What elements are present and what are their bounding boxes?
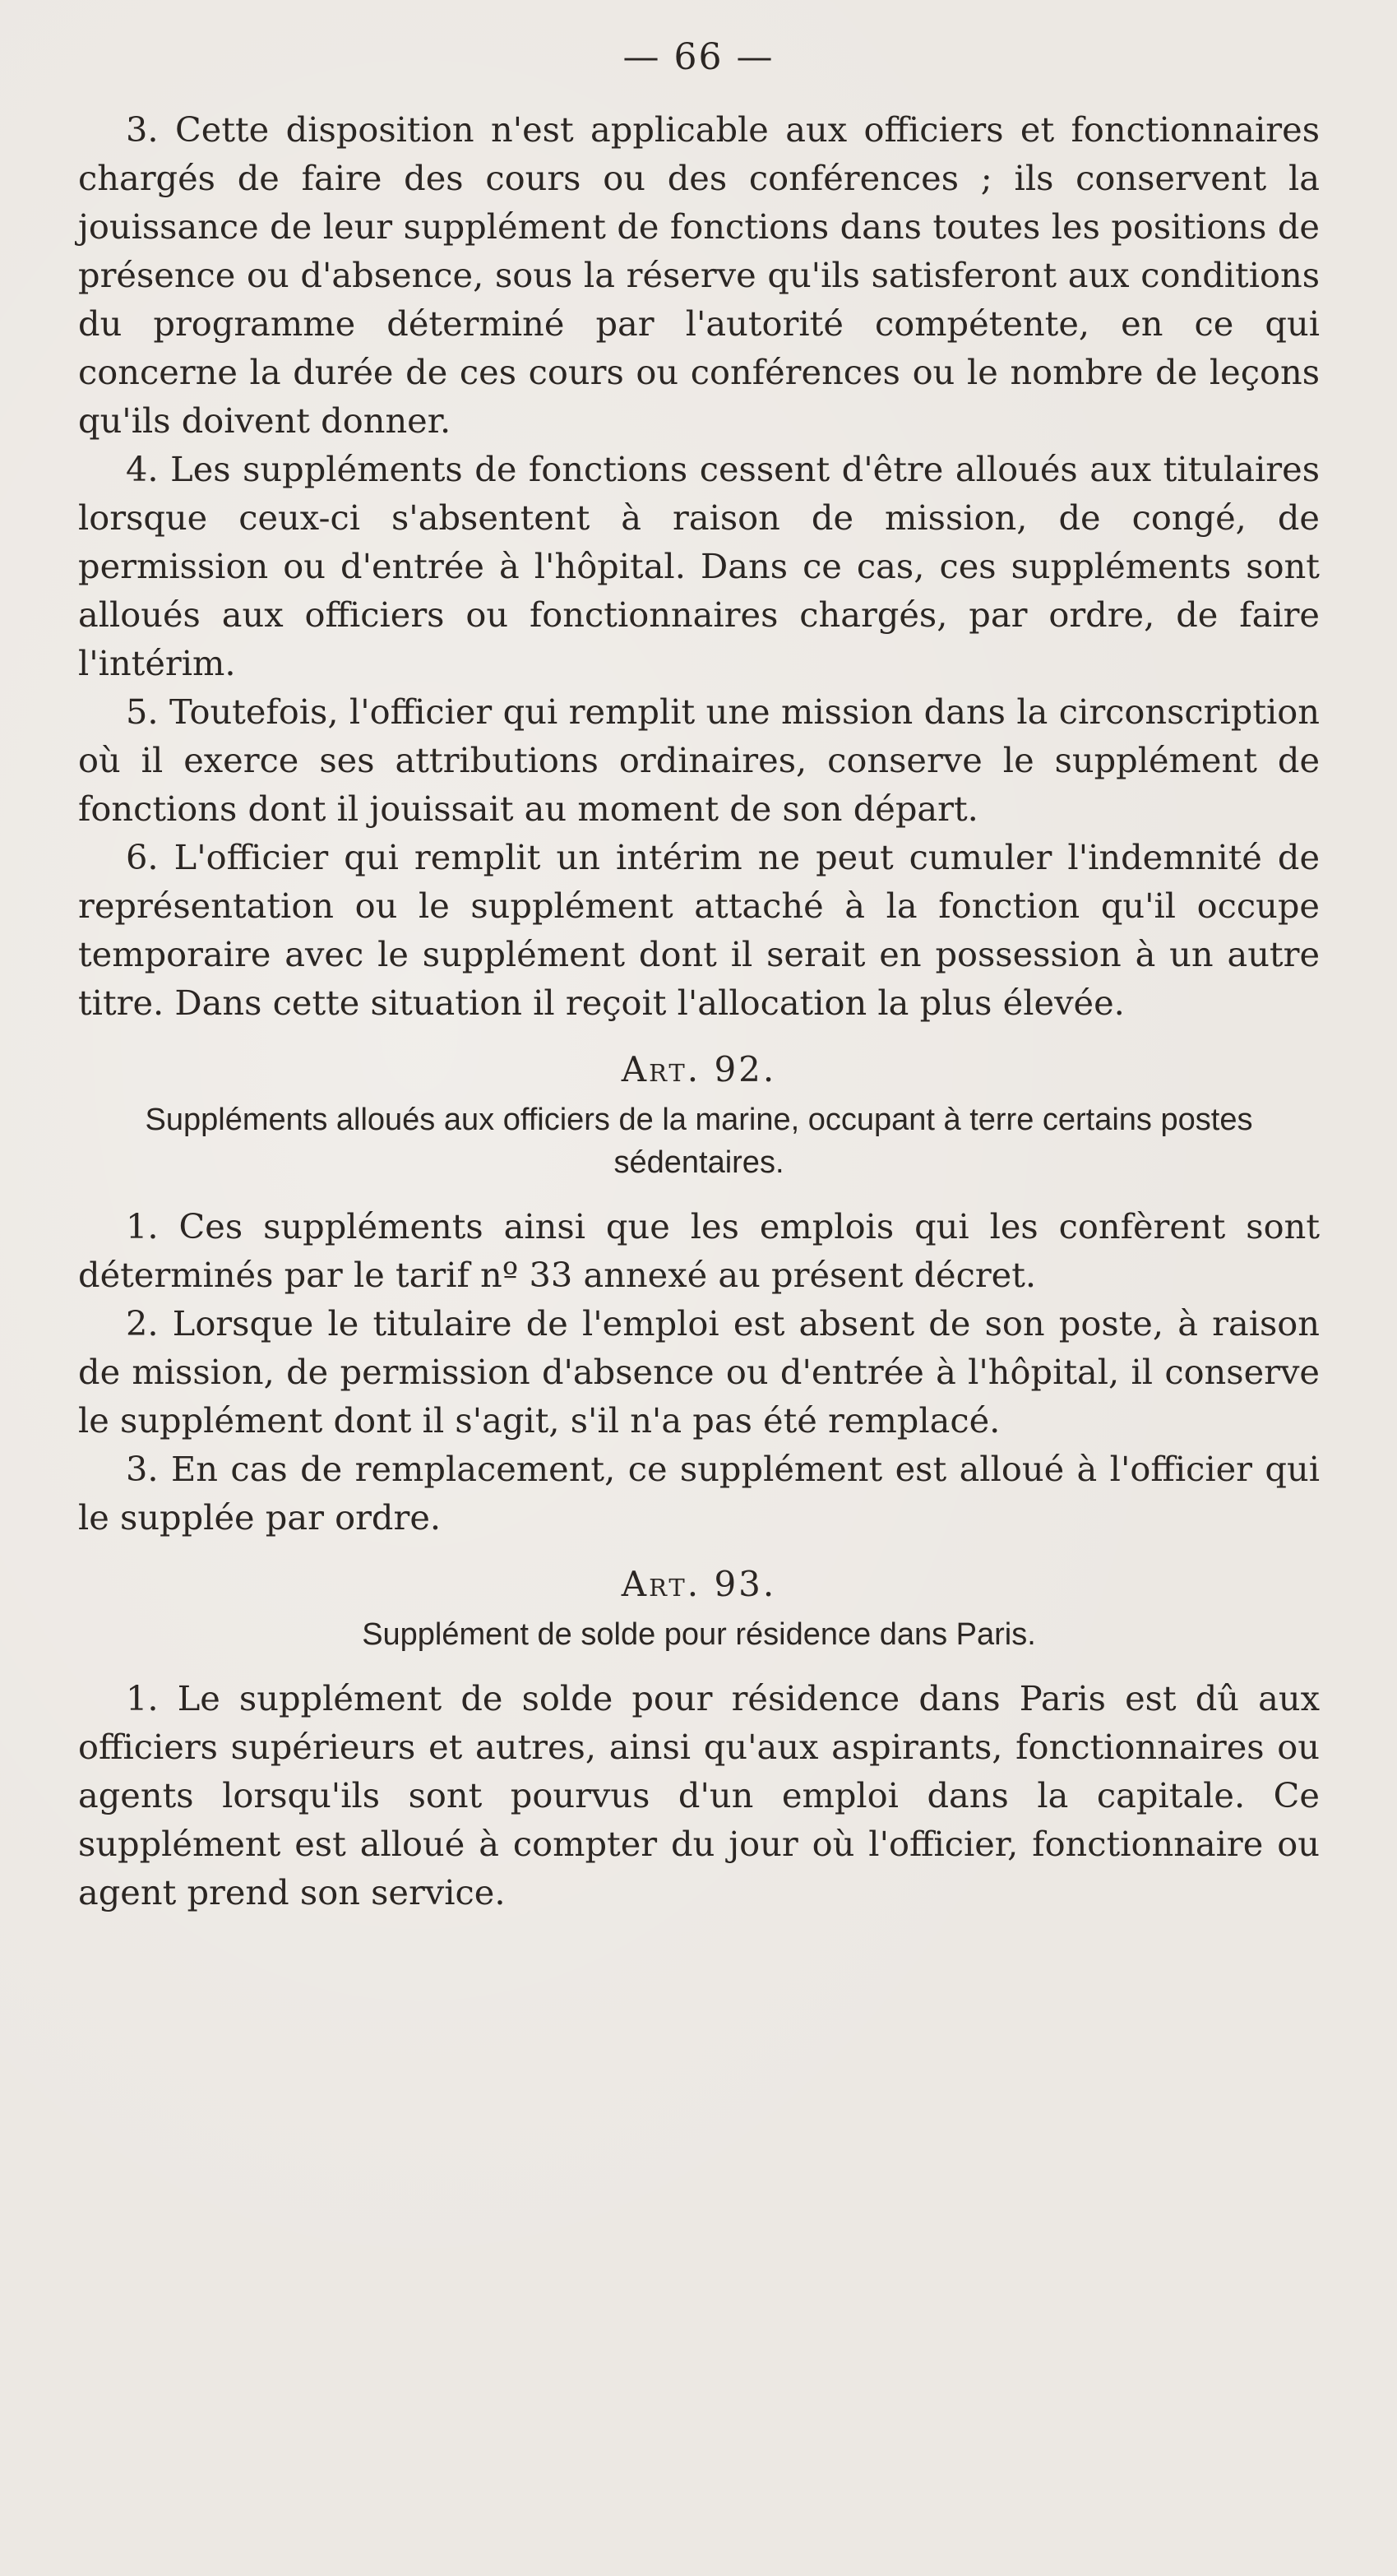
paragraph: 2. Lorsque le titulaire de l'emploi est absent de son poste, à raison de mission, de permission d'absence ou d'entrée à l'hôpital, il conserve le supplément dont il s'agit, s'il n'a pas été remplacé. [78, 1303, 1320, 1441]
paragraph: 3. Cette disposition n'est applicable aux officiers et fonctionnaires chargés de faire des cours ou des conférences ; ils conservent la jouissance de leur supplément de fonctions dans toutes les positions de présence ou d'absence, sous la réserve qu'ils satisferont aux conditions du programme déterminé par l'autorité compétente, en ce qui concerne la durée de ces cours ou conférences ou le nombre de leçons qu'ils doivent donner. [78, 109, 1320, 441]
article-heading: Art. 93. [621, 1564, 777, 1604]
paragraph: 6. L'officier qui remplit un intérim ne peut cumuler l'indemnité de représentation ou le supplément attaché à la fonction qu'il occupe temporaire avec le supplément dont il serait en possession à un autre titre. Dans cette situation il reçoit l'allocation la plus élevée. [78, 837, 1320, 1023]
paragraph: 4. Les suppléments de fonctions cessent d'être alloués aux titulaires lorsque ceux-ci s'absentent à raison de mission, de congé, de permission ou d'entrée à l'hôpital. Dans ce cas, ces suppléments sont alloués aux officiers ou fonctionnaires chargés, par ordre, de faire l'intérim. [78, 449, 1320, 683]
paragraph: 1. Ces suppléments ainsi que les emplois qui les confèrent sont déterminés par le tarif nº 33 annexé au présent décret. [78, 1206, 1320, 1295]
paragraph: 3. En cas de remplacement, ce supplément est alloué à l'officier qui le supplée par ordre. [78, 1449, 1320, 1538]
paragraph: 1. Le supplément de solde pour résidence dans Paris est dû aux officiers supérieurs et autres, ainsi qu'aux aspirants, fonctionnaires ou agents lorsqu'ils sont pourvus d'un emploi dans la capitale. Ce supplément est alloué à compter du jour où l'officier, fonctionnaire ou agent prend son service. [78, 1678, 1320, 1912]
page-number: — 66 — [622, 36, 775, 78]
article-heading: Art. 92. [621, 1049, 777, 1089]
article-subtitle: Supplément de solde pour résidence dans Paris. [362, 1617, 1036, 1652]
article-subtitle: Suppléments alloués aux officiers de la marine, occupant à terre certains postes sédentaires. [145, 1103, 1253, 1180]
page-body [78, 105, 1320, 1917]
paragraph: 5. Toutefois, l'officier qui remplit une mission dans la circonscription où il exerce ses attributions ordinaires, conserve le supplément de fonctions dont il jouissait au moment de son départ. [78, 691, 1320, 829]
